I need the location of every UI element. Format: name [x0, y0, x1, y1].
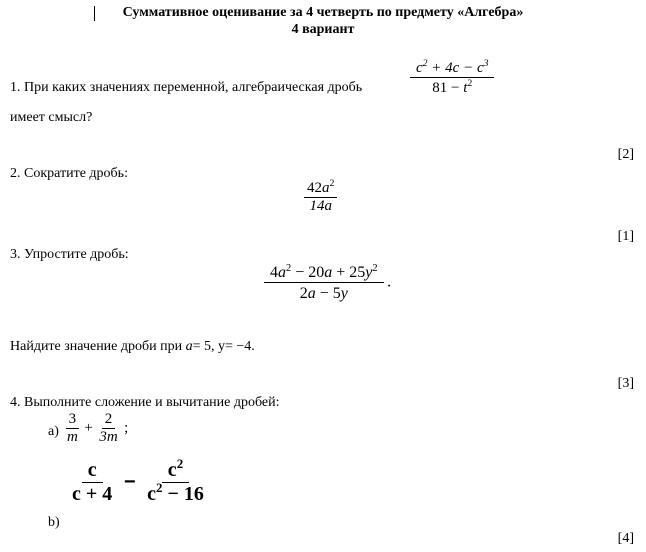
q1-numerator: $c^2 + 4c - c^3$ [410, 60, 494, 78]
q4b-frac1-denominator: c + 4 [72, 483, 113, 505]
q4-text: 4. Выполните сложение и вычитание дробей: [10, 395, 280, 410]
q1-tail: имеет смысл? [10, 110, 93, 125]
q1-denominator: $81 - t^2$ [432, 78, 473, 96]
q1-text: 1. При каких значениях переменной, алгебраическая дробь [10, 80, 363, 95]
q3-fraction: $\frac{4a^2 - 20a + 25y^2}{2a - 5y}$ . [264, 264, 391, 303]
q2-fraction [304, 180, 337, 215]
q1-fraction [410, 60, 494, 97]
q4a-frac1-denominator: m [67, 429, 78, 445]
q3-numerator: $4a^2 - 20a + 25y^2$ [264, 264, 384, 283]
q4b-frac2-numerator: $c^2$ [162, 459, 189, 483]
q2-numerator: $42a^2$ [304, 180, 337, 198]
q4b-frac2-denominator: $c^2 - 16$ [147, 480, 204, 505]
q3-tail: Найдите значение дроби при a= 5, y= −4. [10, 339, 255, 354]
q1-mark: [2] [617, 147, 634, 162]
page-title: Суммативное оценивание за 4 четверть по предмету «Алгебра» [122, 5, 524, 20]
q4b-frac1-numerator: c [82, 459, 103, 483]
q4a-frac2-numerator: 2 [102, 411, 116, 429]
variant-title: 4 вариант [291, 22, 355, 37]
q3-mark: [3] [617, 376, 634, 391]
q4a-label: a) [48, 424, 59, 439]
q4a-expression: $\frac{3}{m}$ + $\frac{2}{3m}$ ; [64, 411, 128, 446]
q4b-expression: $\frac{c}{c + 4}$ − $\frac{c^2}{c^2 - 16}$ [66, 459, 210, 506]
q2-mark: [1] [617, 229, 634, 244]
q2-denominator: 14a [309, 198, 332, 214]
q4a-frac2-denominator: 3m [99, 429, 118, 445]
q4a-frac1-numerator: 3 [66, 411, 80, 429]
q2-text: 2. Сократите дробь: [10, 166, 128, 181]
q3-text: 3. Упростите дробь: [10, 247, 129, 262]
q4b-label: b) [48, 515, 60, 530]
q3-denominator: 2a − 5y [299, 285, 348, 302]
q4-mark: [4] [617, 531, 634, 546]
